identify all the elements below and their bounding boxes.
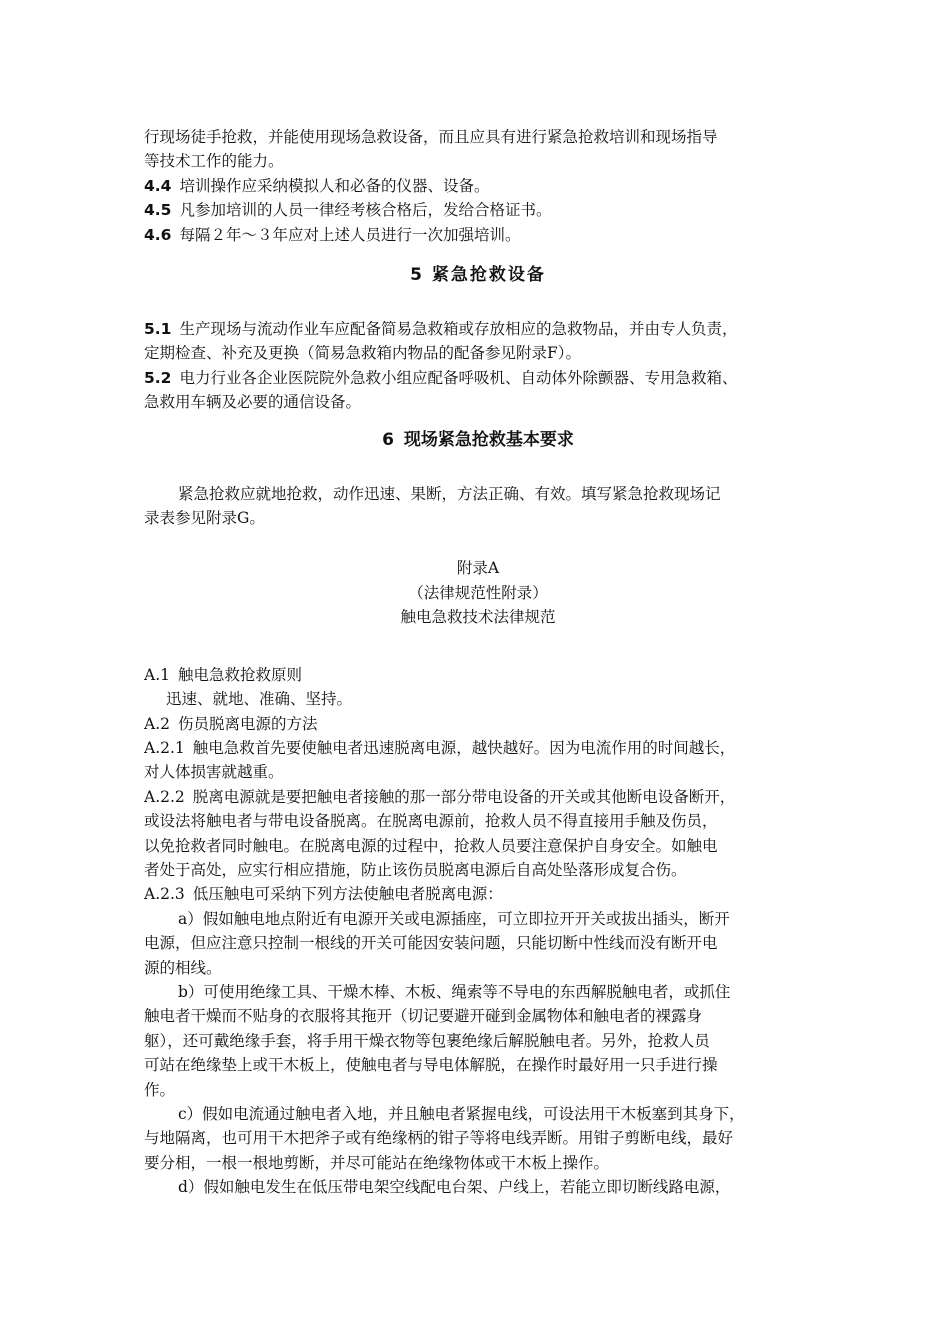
list-item-c: c）假如电流通过触电者入地，并且触电者紧握电线，可设法用干木板塞到其身下， 与地隔离，也可用干木把斧子或有绝缘柄的钳子等将电线弄断。用钳子剪断电线，最好 要分相，一根一根地剪断，并尽可能站在绝缘物体或干木板上操作。	[144, 1105, 745, 1172]
clause-4-6: 4.6 每隔２年～３年应对上述人员进行一次加强培训。	[144, 225, 521, 244]
section-6-paragraph: 紧急抢救应就地抢救，动作迅速、果断，方法正确、有效。填写紧急抢救现场记 录表参见附录G。	[144, 484, 721, 528]
clause-a-2-1: A.2.1 触电急救首先要使触电者迅速脱离电源，越快越好。因为电流作用的时间越长， 对人体损害就越重。	[144, 738, 736, 782]
list-item-b: b）可使用绝缘工具、干燥木棒、木板、绳索等不导电的东西解脱触电者，或抓住 触电者干燥而不贴身的衣服将其拖开（切记要避开碰到金属物体和触电者的裸露身 躯），还可戴绝缘手套，将手用干燥衣物等包裹绝缘后解脱触电者。另外，抢救人员 可站在绝缘垫上或干木板上，使触电者与导电体解脱，在操作时最好用一只手进行操 作。	[144, 982, 731, 1099]
clause-5-1: 5.1 生产现场与流动作业车应配备简易急救箱或存放相应的急救物品，并由专人负责， 定期检查、补充及更换（简易急救箱内物品的配备参见附录F）。	[144, 320, 738, 363]
appendix-title: 触电急救技术法律规范	[400, 608, 556, 627]
clause-4-5: 4.5 凡参加培训的人员一律经考核合格后，发给合格证书。	[144, 201, 552, 220]
document-page	[144, 125, 812, 1200]
list-item-a: a）假如触电地点附近有电源开关或电源插座，可立即拉开开关或拔出插头，断开 电源，但应注意只控制一根线的开关可能因安装问题，只能切断中性线而没有断开电 源的相线。	[144, 909, 730, 977]
clause-a-2-2: A.2.2 脱离电源就是要把触电者接触的那一部分带电设备的开关或其他断电设备断开， 或设法将触电者与带电设备脱离。在脱离电源前，抢救人员不得直接用手触及伤员， 以免抢救者同时触电。在脱离电源的过程中，抢救人员要注意保护自身安全。如触电 者处于高处，应实行相应措施，防止该伤员脱离电源后自高处坠落形成复合伤。	[144, 787, 736, 879]
list-item-d: d）假如触电发生在低压带电架空线配电台架、户线上，若能立即切断线路电源，	[178, 1178, 731, 1197]
clause-a-1: A.1 触电急救抢救原则	[144, 665, 302, 684]
appendix-label: 附录A	[456, 559, 500, 578]
appendix-header	[144, 556, 812, 629]
clause-a-2-3: A.2.3 低压触电可采纳下列方法使触电者脱离电源：	[144, 885, 503, 904]
section-5-heading: 5 紧急抢救设备	[410, 265, 546, 286]
intro-paragraph: 行现场徒手抢救，并能使用现场急救设备，而且应具有进行紧急抢救培训和现场指导 等技术工作的能力。	[144, 128, 718, 171]
section-6-heading: 6 现场紧急抢救基本要求	[382, 429, 574, 450]
clause-a-1-body: 迅速、就地、准确、坚持。	[166, 690, 353, 709]
clause-5-2: 5.2 电力行业各企业医院院外急救小组应配备呼吸机、自动体外除颤器、专用急救箱、 急救用车辆及必要的通信设备。	[144, 368, 738, 412]
appendix-type: （法律规范性附录）	[408, 583, 548, 602]
clause-4-4: 4.4 培训操作应采纳模拟人和必备的仪器、设备。	[144, 176, 490, 195]
clause-a-2: A.2 伤员脱离电源的方法	[144, 714, 318, 733]
